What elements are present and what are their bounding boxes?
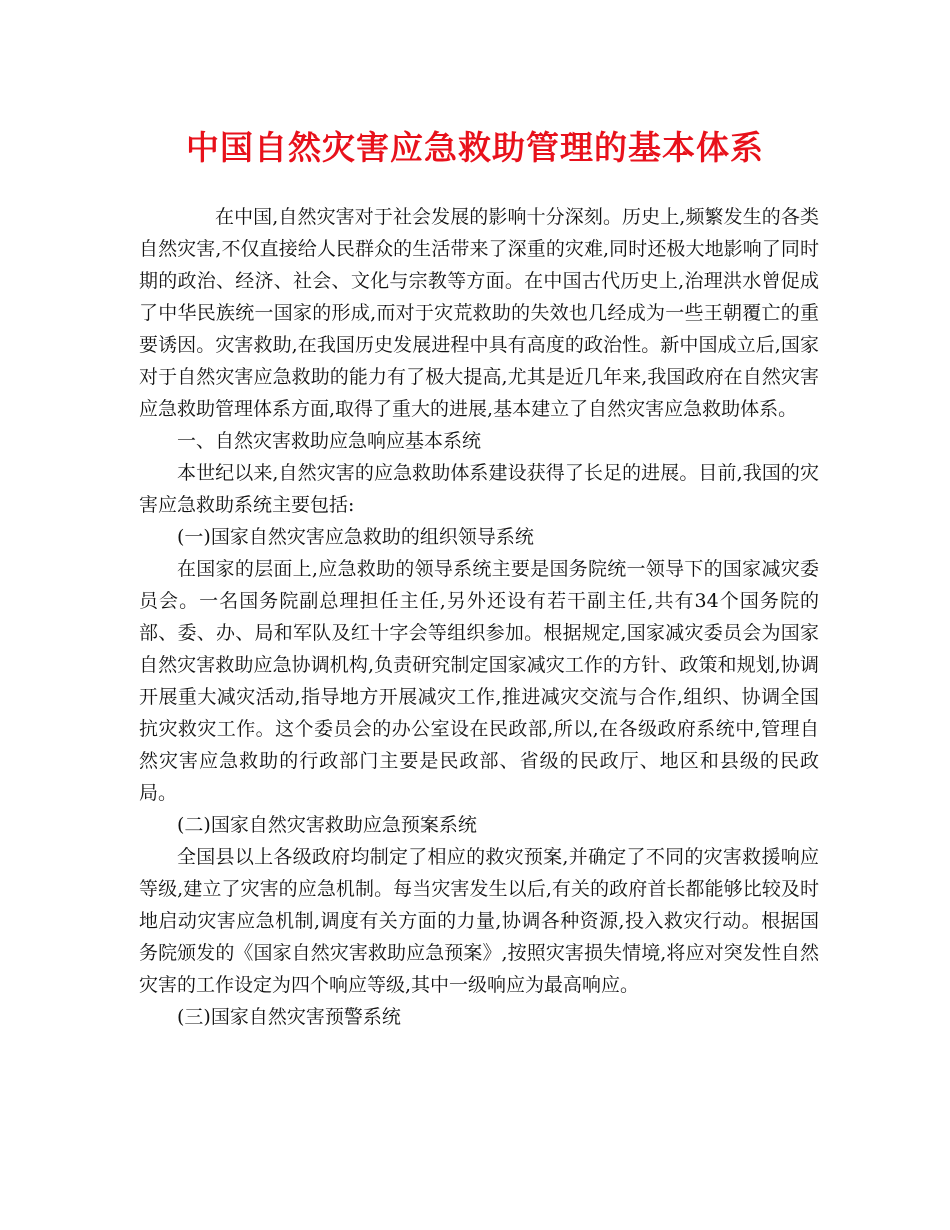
subsection-1-paragraph: 在国家的层面上,应急救助的领导系统主要是国务院统一领导下的国家减灾委员会。一名国务院副总理担任主任,另外还设有若干副主任,共有34个国务院的部、委、办、局和军队及红十字会等组织参加。根据规定,国家减灾委员会为国家自然灾害救助应急协调机构,负责研究制定国家减灾工作的方针、政策和规划,协调开展重大减灾活动,指导地方开展减灾工作,推进减灾交流与合作,组织、协调全国抗灾救灾工作。这个委员会的办公室设在民政部,所以,在各级政府系统中,管理自然灾害应急救助的行政部门主要是民政部、省级的民政厅、地区和县级的民政局。: [139, 558, 819, 804]
section-heading-1: 一、自然灾害救助应急响应基本系统: [177, 430, 482, 452]
intro-paragraph: 在中国,自然灾害对于社会发展的影响十分深刻。历史上,频繁发生的各类自然灾害,不仅直接给人民群众的生活带来了深重的灾难,同时还极大地影响了同时期的政治、经济、社会、文化与宗教等方面。在中国古代历史上,治理洪水曾促成了中华民族统一国家的形成,而对于灾荒救助的失效也几经成为一些王朝覆亡的重要诱因。灾害救助,在我国历史发展进程中具有高度的政治性。新中国成立后,国家对于自然灾害应急救助的能力有了极大提高,尤其是近几年来,我国政府在自然灾害应急救助管理体系方面,取得了重大的进展,基本建立了自然灾害应急救助体系。: [139, 206, 819, 420]
document-body: [139, 201, 819, 1033]
document-title: 中国自然灾害应急救助管理的基本体系: [186, 128, 764, 167]
subsection-heading-2: (二)国家自然灾害救助应急预案系统: [177, 814, 477, 836]
section-1-paragraph: 本世纪以来,自然灾害的应急救助体系建设获得了长足的进展。目前,我国的灾害应急救助系统主要包括:: [139, 462, 819, 516]
subsection-heading-1: (一)国家自然灾害应急救助的组织领导系统: [177, 526, 534, 548]
subsection-heading-3: (三)国家自然灾害预警系统: [177, 1006, 401, 1028]
subsection-2-paragraph: 全国县以上各级政府均制定了相应的救灾预案,并确定了不同的灾害救援响应等级,建立了灾害的应急机制。每当灾害发生以后,有关的政府首长都能够比较及时地启动灾害应急机制,调度有关方面的力量,协调各种资源,投入救灾行动。根据国务院颁发的《国家自然灾害救助应急预案》,按照灾害损失情境,将应对突发性自然灾害的工作设定为四个响应等级,其中一级响应为最高响应。: [139, 846, 819, 996]
